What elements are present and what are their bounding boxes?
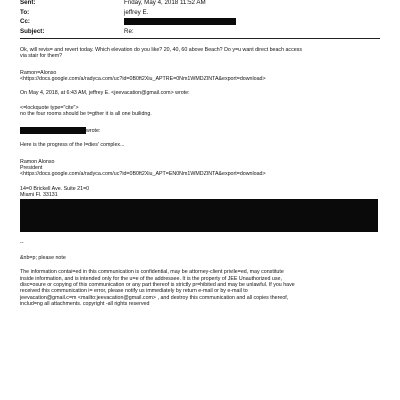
signature-link: <https://docs.google.com/a/radyca.com/uc?id=0B0ft2Xiu_APTRE=0Nm1WMDZINTA&export=download> bbox=[20, 76, 266, 83]
subject-label: Subject: bbox=[20, 27, 45, 35]
subject-row bbox=[20, 27, 380, 37]
cc-row bbox=[20, 17, 380, 27]
sent-label: Sent: bbox=[20, 0, 36, 7]
address-line: 14=0 Brickell Ave. Suite 21=0 bbox=[20, 185, 90, 192]
email-body bbox=[20, 47, 382, 307]
redaction-block bbox=[124, 18, 236, 25]
wrote-line bbox=[20, 127, 382, 134]
signature-link: <https://docs.google.com/a/radyca.com/uc?id=0B0ft2Xiu_APT=EN0Nm1WMDZINTA&export=download> bbox=[20, 171, 266, 178]
quote-intro: On May 4, 2018, at 6:43 AM, jeffrey E. <jeevacation@gmail.com> wrote: bbox=[20, 90, 190, 97]
signature-title: President bbox=[20, 165, 43, 172]
disclaimer-line: inside information, and is intended only for the u=e of the addressee. It is the property of JEE Unauthorized use, bbox=[20, 275, 282, 282]
disclaimer-line: includ=ng all attachments. copyright -all rights reserved bbox=[20, 300, 150, 307]
to-label: To: bbox=[20, 8, 30, 16]
disclaimer bbox=[20, 269, 382, 307]
quoted-message: no the four rooms should be t=gther it is all one builidng. bbox=[20, 111, 152, 118]
blockquote-tag: <=lockquote type="cite"> bbox=[20, 104, 79, 111]
header-divider bbox=[20, 38, 380, 39]
signature-separator: -- bbox=[20, 240, 24, 247]
disclaimer-line: The information contai=ed in this communication is confidential, may be attorney-client privile=ed, may constitute bbox=[20, 269, 284, 276]
nbsp-line: &nb=p; please note bbox=[20, 254, 66, 261]
redaction-block bbox=[20, 127, 86, 134]
signature-name: Ramon Alonso bbox=[20, 158, 55, 165]
message-line: Ok, will revis= and revert today. Which elevation do you like? 20, 40, 60 above Beach? Do y=u want direct beach access bbox=[20, 47, 302, 53]
cc-value bbox=[124, 18, 236, 25]
to-row bbox=[20, 8, 380, 18]
cc-label: Cc: bbox=[20, 18, 30, 26]
to-value: jeffrey E. bbox=[124, 8, 149, 16]
wrote-suffix: wrote: bbox=[86, 127, 101, 134]
sent-row bbox=[20, 0, 380, 8]
redaction-block bbox=[20, 199, 378, 232]
subject-value: Re: bbox=[124, 27, 134, 35]
message-line: via stair for them? bbox=[20, 53, 63, 60]
disclaimer-line: jeevacation@gmail.c=m <mailto:jeevacation@gmail.com> , and destroy this communication and all copies thereof, bbox=[20, 294, 289, 301]
progress-message: Here is the progress of the l=dies' complex... bbox=[20, 142, 125, 149]
sent-value: Friday, May 4, 2018 11:52 AM bbox=[124, 0, 206, 7]
disclaimer-line: received this communication i= error, please notify us immediately by return e-mail or by e-mail to bbox=[20, 288, 248, 295]
disclaimer-line: disc=osure or copying of this communication or any part thereof is strictly pr=hibited and may be unlawful. If you have bbox=[20, 281, 295, 288]
email-header bbox=[20, 0, 380, 36]
signature-name: Ramon=Alonso bbox=[20, 69, 57, 76]
address-line: Miami Fl. 33131 bbox=[20, 192, 58, 199]
